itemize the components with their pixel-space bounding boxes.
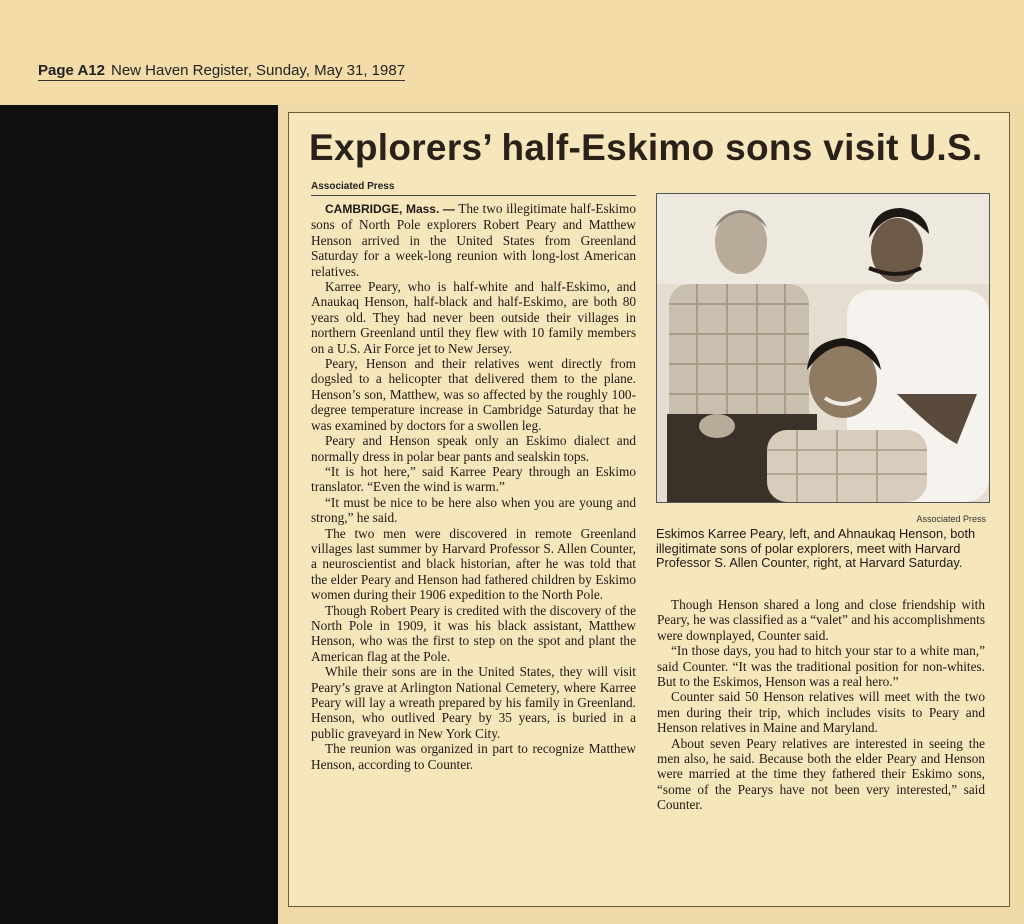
paragraph: While their sons are in the United States, they will visit Peary’s grave at Arlington National Cemetery, where Karree Peary will lay a wreath prepared by his family in Greenland. Henson, who outlived Peary by 35 years, is buried in a public graveyard in New York City. — [311, 664, 636, 741]
paragraph: “In those days, you had to hitch your star to a white man,” said Counter. “It was the traditional position for non-whites. But to the Eskimos, Henson was a real hero.” — [657, 643, 985, 690]
paragraph: CAMBRIDGE, Mass. — The two illegitimate half-Eskimo sons of North Pole explorers Robert Peary and Matthew Henson arrived in the United States from Greenland Saturday for a week-long reunion with long-lost American relatives. — [311, 201, 636, 279]
article-clipping — [288, 112, 1010, 907]
paragraph: Counter said 50 Henson relatives will meet with the two men during their trip, which includes visits to Peary and Henson relatives in Maine and Maryland. — [657, 689, 985, 736]
photo-caption: Eskimos Karree Peary, left, and Ahnaukaq Henson, both illegitimate sons of polar explorers, meet with Harvard Professor S. Allen Counter, right, at Harvard Saturday. — [656, 526, 976, 570]
paragraph: The two men were discovered in remote Greenland villages last summer by Harvard Professor S. Allen Counter, a neuroscientist and black historian, after he was told that the elder Peary and Henson had fathered children by Eskimo women during their 1906 expedition to the North Pole. — [311, 525, 636, 603]
publication-line: New Haven Register, Sunday, May 31, 1987 — [110, 62, 406, 79]
paragraph: “It must be nice to be here also when you are young and strong,” he said. — [311, 494, 636, 526]
clipping-top-margin — [0, 0, 1024, 105]
byline: Associated Press — [311, 181, 636, 196]
dateline: CAMBRIDGE, Mass. — — [325, 202, 455, 216]
headline: Explorers’ half-Eskimo sons visit U.S. — [309, 127, 983, 168]
paragraph: The reunion was organized in part to recognize Matthew Henson, according to Counter. — [311, 741, 636, 772]
paragraph: Though Henson shared a long and close friendship with Peary, he was classified as a “valet” and his accomplishments were downplayed, Counter said. — [657, 597, 985, 643]
dark-background — [0, 105, 278, 924]
paragraph: Peary and Henson speak only an Eskimo dialect and normally dress in polar bear pants and sealskin tops. — [311, 433, 636, 464]
article-column-right — [657, 597, 985, 813]
page-header — [38, 62, 405, 81]
paragraph: Peary, Henson and their relatives went directly from dogsled to a helicopter that delivered them to the plane. Henson’s son, Matthew, was so affected by the roughly 100-degree temperature increase in Cambridge Saturday that he was examined by doctors for a swollen leg. — [311, 356, 636, 433]
paragraph: Karree Peary, who is half-white and half-Eskimo, and Anaukaq Henson, half-black and half-Eskimo, are both 80 years old. They had never been outside their villages in northern Greenland until they flew with 10 family members on a U.S. Air Force jet to New Jersey. — [311, 279, 636, 356]
photo-credit: Associated Press — [916, 514, 986, 524]
paragraph: “It is hot here,” said Karree Peary through an Eskimo translator. “Even the wind is warm.” — [311, 463, 636, 495]
photo-illustration — [657, 194, 989, 502]
paragraph: Though Robert Peary is credited with the discovery of the North Pole in 1909, it was his black assistant, Matthew Henson, who was the first to step on the spot and plant the American flag at the Pole. — [311, 602, 636, 664]
page-number: Page A12 — [38, 62, 105, 79]
article-column-left — [311, 201, 636, 772]
paragraph: About seven Peary relatives are interested in seeing the men also, he said. Because both the elder Peary and Henson were married at the time they fathered their Eskimo sons, “some of the Pearys have not been very interested,” said Counter. — [657, 735, 985, 813]
news-photo — [656, 193, 990, 503]
